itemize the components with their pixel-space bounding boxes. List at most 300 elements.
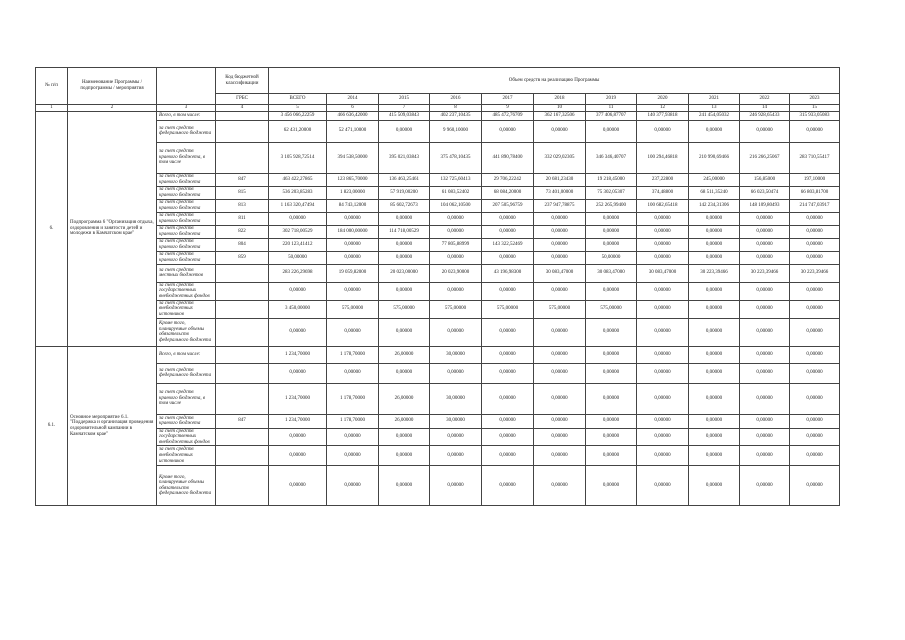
amount-cell: 0,00000: [534, 225, 586, 238]
column-number: 11: [586, 105, 637, 112]
amount-cell: 0,00000: [534, 383, 586, 414]
funding-source-label: за счет средств федерального бюджета: [157, 363, 216, 383]
table-row: [36, 186, 840, 199]
amount-cell: 0,00000: [637, 318, 689, 346]
amount-cell: 0,00000: [790, 446, 840, 466]
funding-source-label: за счет средств краевого бюджета: [157, 238, 216, 251]
table-row: [36, 383, 840, 414]
amount-cell: 415 509,03843: [379, 111, 430, 120]
column-number: 15: [790, 105, 840, 112]
amount-cell: 3 450,00000: [269, 300, 327, 318]
amount-cell: 0,00000: [430, 282, 482, 300]
amount-cell: 575,00000: [327, 300, 379, 318]
grbs-code: 815: [216, 186, 269, 199]
column-number: 6: [327, 105, 379, 112]
amount-cell: 132 725,60413: [430, 173, 482, 186]
amount-cell: 0,00000: [327, 318, 379, 346]
amount-cell: 62 431,20000: [269, 120, 327, 142]
amount-cell: 9 960,10000: [430, 120, 482, 142]
amount-cell: 0,00000: [637, 428, 689, 446]
column-number: 9: [482, 105, 534, 112]
column-number: 3: [157, 105, 216, 112]
amount-cell: 214 747,03917: [790, 199, 840, 212]
amount-cell: 0,00000: [534, 466, 586, 506]
amount-cell: 0,00000: [327, 212, 379, 225]
table-row: [36, 414, 840, 428]
amount-cell: 0,00000: [740, 346, 790, 363]
amount-cell: 30 083,47000: [586, 264, 637, 282]
table-row: [36, 212, 840, 225]
header-grbs: ГРБС: [216, 94, 269, 105]
amount-cell: 52 471,10000: [327, 120, 379, 142]
amount-cell: 0,00000: [269, 282, 327, 300]
amount-cell: 315 933,05083: [790, 111, 840, 120]
amount-cell: 210 990,69466: [689, 142, 740, 173]
amount-cell: 30 223,39466: [689, 264, 740, 282]
amount-cell: 0,00000: [430, 428, 482, 446]
amount-cell: 302 718,00529: [269, 225, 327, 238]
amount-cell: 575,00000: [482, 300, 534, 318]
header-year: 2015: [379, 94, 430, 105]
budget-sheet: [35, 67, 837, 506]
amount-cell: 0,00000: [637, 251, 689, 264]
amount-cell: 0,00000: [379, 428, 430, 446]
amount-cell: 0,00000: [586, 120, 637, 142]
table-row: [36, 120, 840, 142]
grbs-code: 804: [216, 238, 269, 251]
amount-cell: 237 947,78875: [534, 199, 586, 212]
amount-cell: 0,00000: [430, 363, 482, 383]
amount-cell: 0,00000: [379, 251, 430, 264]
amount-cell: 66 023,50474: [740, 186, 790, 199]
amount-cell: 0,00000: [740, 282, 790, 300]
funding-source-label: за счет средств местных бюджетов: [157, 264, 216, 282]
table-row: [36, 318, 840, 346]
amount-cell: 0,00000: [379, 446, 430, 466]
amount-cell: 0,00000: [740, 363, 790, 383]
amount-cell: 0,00000: [482, 383, 534, 414]
section-number: 6.1.: [36, 346, 68, 506]
amount-cell: 0,00000: [269, 466, 327, 506]
amount-cell: 0,00000: [379, 282, 430, 300]
column-number: 5: [269, 105, 327, 112]
grbs-code: [216, 318, 269, 346]
amount-cell: 0,00000: [430, 318, 482, 346]
column-number: 13: [689, 105, 740, 112]
grbs-code: 822: [216, 225, 269, 238]
grbs-code: [216, 446, 269, 466]
amount-cell: 104 062,10500: [430, 199, 482, 212]
table-body: [36, 111, 840, 506]
amount-cell: 0,00000: [586, 238, 637, 251]
header-year: 2014: [327, 94, 379, 105]
column-number: 1: [36, 105, 68, 112]
amount-cell: 0,00000: [637, 414, 689, 428]
column-number: 8: [430, 105, 482, 112]
amount-cell: 402 237,10435: [430, 111, 482, 120]
amount-cell: 0,00000: [482, 251, 534, 264]
amount-cell: 30,00000: [430, 346, 482, 363]
amount-cell: 0,00000: [482, 446, 534, 466]
amount-cell: 0,00000: [740, 212, 790, 225]
table-row: [36, 251, 840, 264]
amount-cell: 0,00000: [430, 212, 482, 225]
amount-cell: 156,85000: [740, 173, 790, 186]
amount-cell: 0,00000: [689, 363, 740, 383]
amount-cell: 1 234,70000: [269, 346, 327, 363]
amount-cell: 0,00000: [482, 363, 534, 383]
amount-cell: 73 401,00000: [534, 186, 586, 199]
funding-source-label: за счет средств краевого бюджета: [157, 212, 216, 225]
amount-cell: 84 743,12000: [327, 199, 379, 212]
amount-cell: 463 422,27865: [269, 173, 327, 186]
amount-cell: 3 105 928,72514: [269, 142, 327, 173]
amount-cell: 362 167,32506: [534, 111, 586, 120]
amount-cell: 0,00000: [740, 428, 790, 446]
column-number: 7: [379, 105, 430, 112]
funding-source-label: за счет средств краевого бюджета, в том числе: [157, 383, 216, 414]
amount-cell: 0,00000: [586, 282, 637, 300]
amount-cell: 0,00000: [689, 251, 740, 264]
amount-cell: 0,00000: [637, 383, 689, 414]
header-year: 2021: [689, 94, 740, 105]
amount-cell: 140 377,93818: [637, 111, 689, 120]
table-row: [36, 300, 840, 318]
amount-cell: 0,00000: [586, 212, 637, 225]
amount-cell: 114 718,00529: [379, 225, 430, 238]
table-row: [36, 199, 840, 212]
funding-source-label: за счет средств государственных внебюджетных фондов: [157, 428, 216, 446]
amount-cell: 1 234,70000: [269, 383, 327, 414]
amount-cell: 61 083,52402: [430, 186, 482, 199]
amount-cell: 3 456 066,22259: [269, 111, 327, 120]
header-year: 2018: [534, 94, 586, 105]
header-year: 2022: [740, 94, 790, 105]
amount-cell: 0,00000: [689, 225, 740, 238]
grbs-code: [216, 466, 269, 506]
amount-cell: 26,00000: [379, 346, 430, 363]
amount-cell: 0,00000: [689, 282, 740, 300]
amount-cell: 377 406,87707: [586, 111, 637, 120]
column-number: 14: [740, 105, 790, 112]
amount-cell: 466 636,42000: [327, 111, 379, 120]
table-row: [36, 173, 840, 186]
header-year: 2017: [482, 94, 534, 105]
amount-cell: 50,00000: [586, 251, 637, 264]
grbs-code: 813: [216, 199, 269, 212]
grbs-code: 847: [216, 173, 269, 186]
amount-cell: 0,00000: [534, 282, 586, 300]
column-number: 2: [68, 105, 157, 112]
amount-cell: 26,00000: [379, 414, 430, 428]
amount-cell: 283 226,29698: [269, 264, 327, 282]
funding-source-label: за счет средств краевого бюджета: [157, 414, 216, 428]
amount-cell: 123 865,70000: [327, 173, 379, 186]
section-name: Основное мероприятие 6.1. "Поддержка и организация проведения оздоровительной кампании в Камчатском крае": [68, 346, 157, 506]
amount-cell: 0,00000: [637, 300, 689, 318]
amount-cell: 0,00000: [269, 428, 327, 446]
grbs-code: [216, 428, 269, 446]
amount-cell: 0,00000: [482, 120, 534, 142]
amount-cell: 0,00000: [689, 346, 740, 363]
funding-source-label: Кроме того, планируемые объемы обязательств федерального бюджета: [157, 318, 216, 346]
column-number: 4: [216, 105, 269, 112]
amount-cell: 19 218,45000: [586, 173, 637, 186]
amount-cell: 75 302,05307: [586, 186, 637, 199]
amount-cell: 0,00000: [790, 383, 840, 414]
amount-cell: 30,00000: [430, 414, 482, 428]
amount-cell: 197,10000: [790, 173, 840, 186]
amount-cell: 0,00000: [534, 120, 586, 142]
amount-cell: 0,00000: [689, 318, 740, 346]
amount-cell: 375 478,10435: [430, 142, 482, 173]
amount-cell: 0,00000: [482, 282, 534, 300]
amount-cell: 0,00000: [790, 428, 840, 446]
amount-cell: 0,00000: [637, 363, 689, 383]
amount-cell: 0,00000: [269, 318, 327, 346]
grbs-code: [216, 300, 269, 318]
amount-cell: 0,00000: [269, 446, 327, 466]
amount-cell: 245,00000: [689, 173, 740, 186]
amount-cell: 57 919,00200: [379, 186, 430, 199]
amount-cell: 0,00000: [269, 363, 327, 383]
funding-source-label: Всего, в том числе:: [157, 346, 216, 363]
amount-cell: 0,00000: [482, 466, 534, 506]
amount-cell: 0,00000: [790, 282, 840, 300]
funding-source-label: за счет средств краевого бюджета: [157, 251, 216, 264]
amount-cell: 68 511,35240: [689, 186, 740, 199]
amount-cell: 0,00000: [430, 225, 482, 238]
grbs-code: [216, 111, 269, 120]
amount-cell: 20 681,23430: [534, 173, 586, 186]
amount-cell: 0,00000: [740, 383, 790, 414]
amount-cell: 0,00000: [740, 225, 790, 238]
amount-cell: 20 023,90000: [430, 264, 482, 282]
amount-cell: 85 602,72673: [379, 199, 430, 212]
amount-cell: 0,00000: [534, 363, 586, 383]
amount-cell: 346 346,40707: [586, 142, 637, 173]
column-number: 12: [637, 105, 689, 112]
table-row: [36, 111, 840, 120]
amount-cell: 0,00000: [790, 238, 840, 251]
funding-source-label: за счет средств внебюджетных источников: [157, 300, 216, 318]
amount-cell: 0,00000: [637, 212, 689, 225]
amount-cell: 0,00000: [586, 346, 637, 363]
amount-cell: 0,00000: [790, 346, 840, 363]
amount-cell: 0,00000: [379, 120, 430, 142]
column-number: 10: [534, 105, 586, 112]
amount-cell: 77 805,88999: [430, 238, 482, 251]
funding-source-label: за счет средств краевого бюджета, в том числе: [157, 142, 216, 173]
table-row: [36, 225, 840, 238]
amount-cell: 0,00000: [790, 363, 840, 383]
amount-cell: 0,00000: [430, 466, 482, 506]
grbs-code: [216, 363, 269, 383]
amount-cell: 0,00000: [740, 414, 790, 428]
amount-cell: 374,48800: [637, 186, 689, 199]
amount-cell: 142 234,31306: [689, 199, 740, 212]
table-row: [36, 282, 840, 300]
amount-cell: 1 178,70000: [327, 414, 379, 428]
amount-cell: 0,00000: [534, 212, 586, 225]
amount-cell: 0,00000: [379, 212, 430, 225]
header-number: № п/п: [36, 68, 68, 105]
amount-cell: 0,00000: [327, 363, 379, 383]
amount-cell: 220 123,41412: [269, 238, 327, 251]
amount-cell: 0,00000: [482, 414, 534, 428]
amount-cell: 0,00000: [586, 225, 637, 238]
grbs-code: [216, 142, 269, 173]
amount-cell: 0,00000: [534, 251, 586, 264]
amount-cell: 0,00000: [430, 446, 482, 466]
amount-cell: 283 710,55417: [790, 142, 840, 173]
table-row: [36, 466, 840, 506]
amount-cell: 0,00000: [637, 346, 689, 363]
amount-cell: 0,00000: [534, 428, 586, 446]
amount-cell: 43 196,98300: [482, 264, 534, 282]
amount-cell: 0,00000: [586, 383, 637, 414]
amount-cell: 0,00000: [327, 446, 379, 466]
amount-cell: 0,00000: [534, 414, 586, 428]
program-funding-table: [35, 67, 840, 506]
amount-cell: 66 803,81700: [790, 186, 840, 199]
funding-source-label: за счет средств федерального бюджета: [157, 120, 216, 142]
grbs-code: 847: [216, 414, 269, 428]
amount-cell: 485 472,76709: [482, 111, 534, 120]
grbs-code: 811: [216, 212, 269, 225]
grbs-code: [216, 120, 269, 142]
amount-cell: 0,00000: [689, 300, 740, 318]
amount-cell: 0,00000: [534, 446, 586, 466]
amount-cell: 575,00000: [430, 300, 482, 318]
amount-cell: 0,00000: [689, 446, 740, 466]
amount-cell: 0,00000: [637, 238, 689, 251]
amount-cell: 0,00000: [482, 318, 534, 346]
amount-cell: 0,00000: [586, 363, 637, 383]
grbs-code: 859: [216, 251, 269, 264]
amount-cell: 395 021,03843: [379, 142, 430, 173]
amount-cell: 0,00000: [269, 212, 327, 225]
amount-cell: 237,22800: [637, 173, 689, 186]
amount-cell: 0,00000: [586, 414, 637, 428]
header-volume: Объем средств на реализацию Программы: [269, 68, 840, 94]
amount-cell: 19 059,82000: [327, 264, 379, 282]
amount-cell: 1 823,00000: [327, 186, 379, 199]
table-header: [36, 68, 840, 112]
amount-cell: 0,00000: [740, 238, 790, 251]
amount-cell: 100 294,46818: [637, 142, 689, 173]
amount-cell: 0,00000: [379, 466, 430, 506]
section-name: Подпрограмма 6 "Организация отдыха, оздоровления и занятости детей и молодежи в Камчатском крае": [68, 111, 157, 346]
amount-cell: 0,00000: [327, 282, 379, 300]
header-year: 2019: [586, 94, 637, 105]
amount-cell: 246 928,65433: [740, 111, 790, 120]
amount-cell: 30 223,39466: [740, 264, 790, 282]
amount-cell: 252 265,99400: [586, 199, 637, 212]
amount-cell: 0,00000: [790, 251, 840, 264]
amount-cell: 0,00000: [790, 300, 840, 318]
funding-source-label: за счет средств внебюджетных источников: [157, 446, 216, 466]
amount-cell: 1 178,70000: [327, 346, 379, 363]
amount-cell: 0,00000: [379, 318, 430, 346]
amount-cell: 30,00000: [430, 383, 482, 414]
funding-source-label: за счет средств государственных внебюджетных фондов: [157, 282, 216, 300]
table-row: [36, 363, 840, 383]
amount-cell: 29 706,22242: [482, 173, 534, 186]
amount-cell: 0,00000: [790, 414, 840, 428]
amount-cell: 0,00000: [790, 212, 840, 225]
amount-cell: 20 023,00000: [379, 264, 430, 282]
funding-source-label: за счет средств краевого бюджета: [157, 199, 216, 212]
amount-cell: 0,00000: [740, 300, 790, 318]
amount-cell: 0,00000: [689, 428, 740, 446]
funding-source-label: Кроме того, планируемые объемы обязательств федерального бюджета: [157, 466, 216, 506]
amount-cell: 0,00000: [379, 363, 430, 383]
amount-cell: 0,00000: [637, 225, 689, 238]
amount-cell: 0,00000: [689, 414, 740, 428]
table-row: [36, 264, 840, 282]
amount-cell: 0,00000: [740, 318, 790, 346]
amount-cell: 0,00000: [482, 428, 534, 446]
amount-cell: 0,00000: [790, 466, 840, 506]
amount-cell: 30 223,39466: [790, 264, 840, 282]
amount-cell: 394 538,50000: [327, 142, 379, 173]
amount-cell: 575,00000: [534, 300, 586, 318]
amount-cell: 184 000,00000: [327, 225, 379, 238]
amount-cell: 1 163 320,47494: [269, 199, 327, 212]
amount-cell: 0,00000: [482, 346, 534, 363]
grbs-code: [216, 346, 269, 363]
table-row: [36, 446, 840, 466]
amount-cell: 0,00000: [586, 428, 637, 446]
amount-cell: 136 463,25461: [379, 173, 430, 186]
amount-cell: 0,00000: [534, 346, 586, 363]
amount-cell: 50,00000: [269, 251, 327, 264]
amount-cell: 216 266,25067: [740, 142, 790, 173]
grbs-code: [216, 282, 269, 300]
amount-cell: 0,00000: [689, 466, 740, 506]
amount-cell: 26,00000: [379, 383, 430, 414]
amount-cell: 0,00000: [637, 466, 689, 506]
amount-cell: 1 178,70000: [327, 383, 379, 414]
amount-cell: 207 505,96759: [482, 199, 534, 212]
funding-source-label: за счет средств краевого бюджета: [157, 173, 216, 186]
amount-cell: 0,00000: [534, 238, 586, 251]
header-name: Наименование Программы / подпрограммы / мероприятия: [68, 68, 157, 105]
amount-cell: 0,00000: [740, 466, 790, 506]
amount-cell: 0,00000: [379, 238, 430, 251]
funding-source-label: за счет средств краевого бюджета: [157, 186, 216, 199]
header-year: 2016: [430, 94, 482, 105]
amount-cell: 30 083,47000: [637, 264, 689, 282]
amount-cell: 148 109,80493: [740, 199, 790, 212]
amount-cell: 0,00000: [637, 282, 689, 300]
amount-cell: 0,00000: [327, 251, 379, 264]
table-row: [36, 142, 840, 173]
amount-cell: 0,00000: [790, 318, 840, 346]
grbs-code: [216, 264, 269, 282]
amount-cell: 0,00000: [482, 225, 534, 238]
amount-cell: 441 890,78400: [482, 142, 534, 173]
amount-cell: 1 234,70000: [269, 414, 327, 428]
amount-cell: 68 084,20000: [482, 186, 534, 199]
amount-cell: 100 682,65418: [637, 199, 689, 212]
amount-cell: 0,00000: [637, 446, 689, 466]
amount-cell: 0,00000: [327, 238, 379, 251]
amount-cell: 0,00000: [689, 212, 740, 225]
amount-cell: 0,00000: [740, 120, 790, 142]
amount-cell: 0,00000: [586, 466, 637, 506]
